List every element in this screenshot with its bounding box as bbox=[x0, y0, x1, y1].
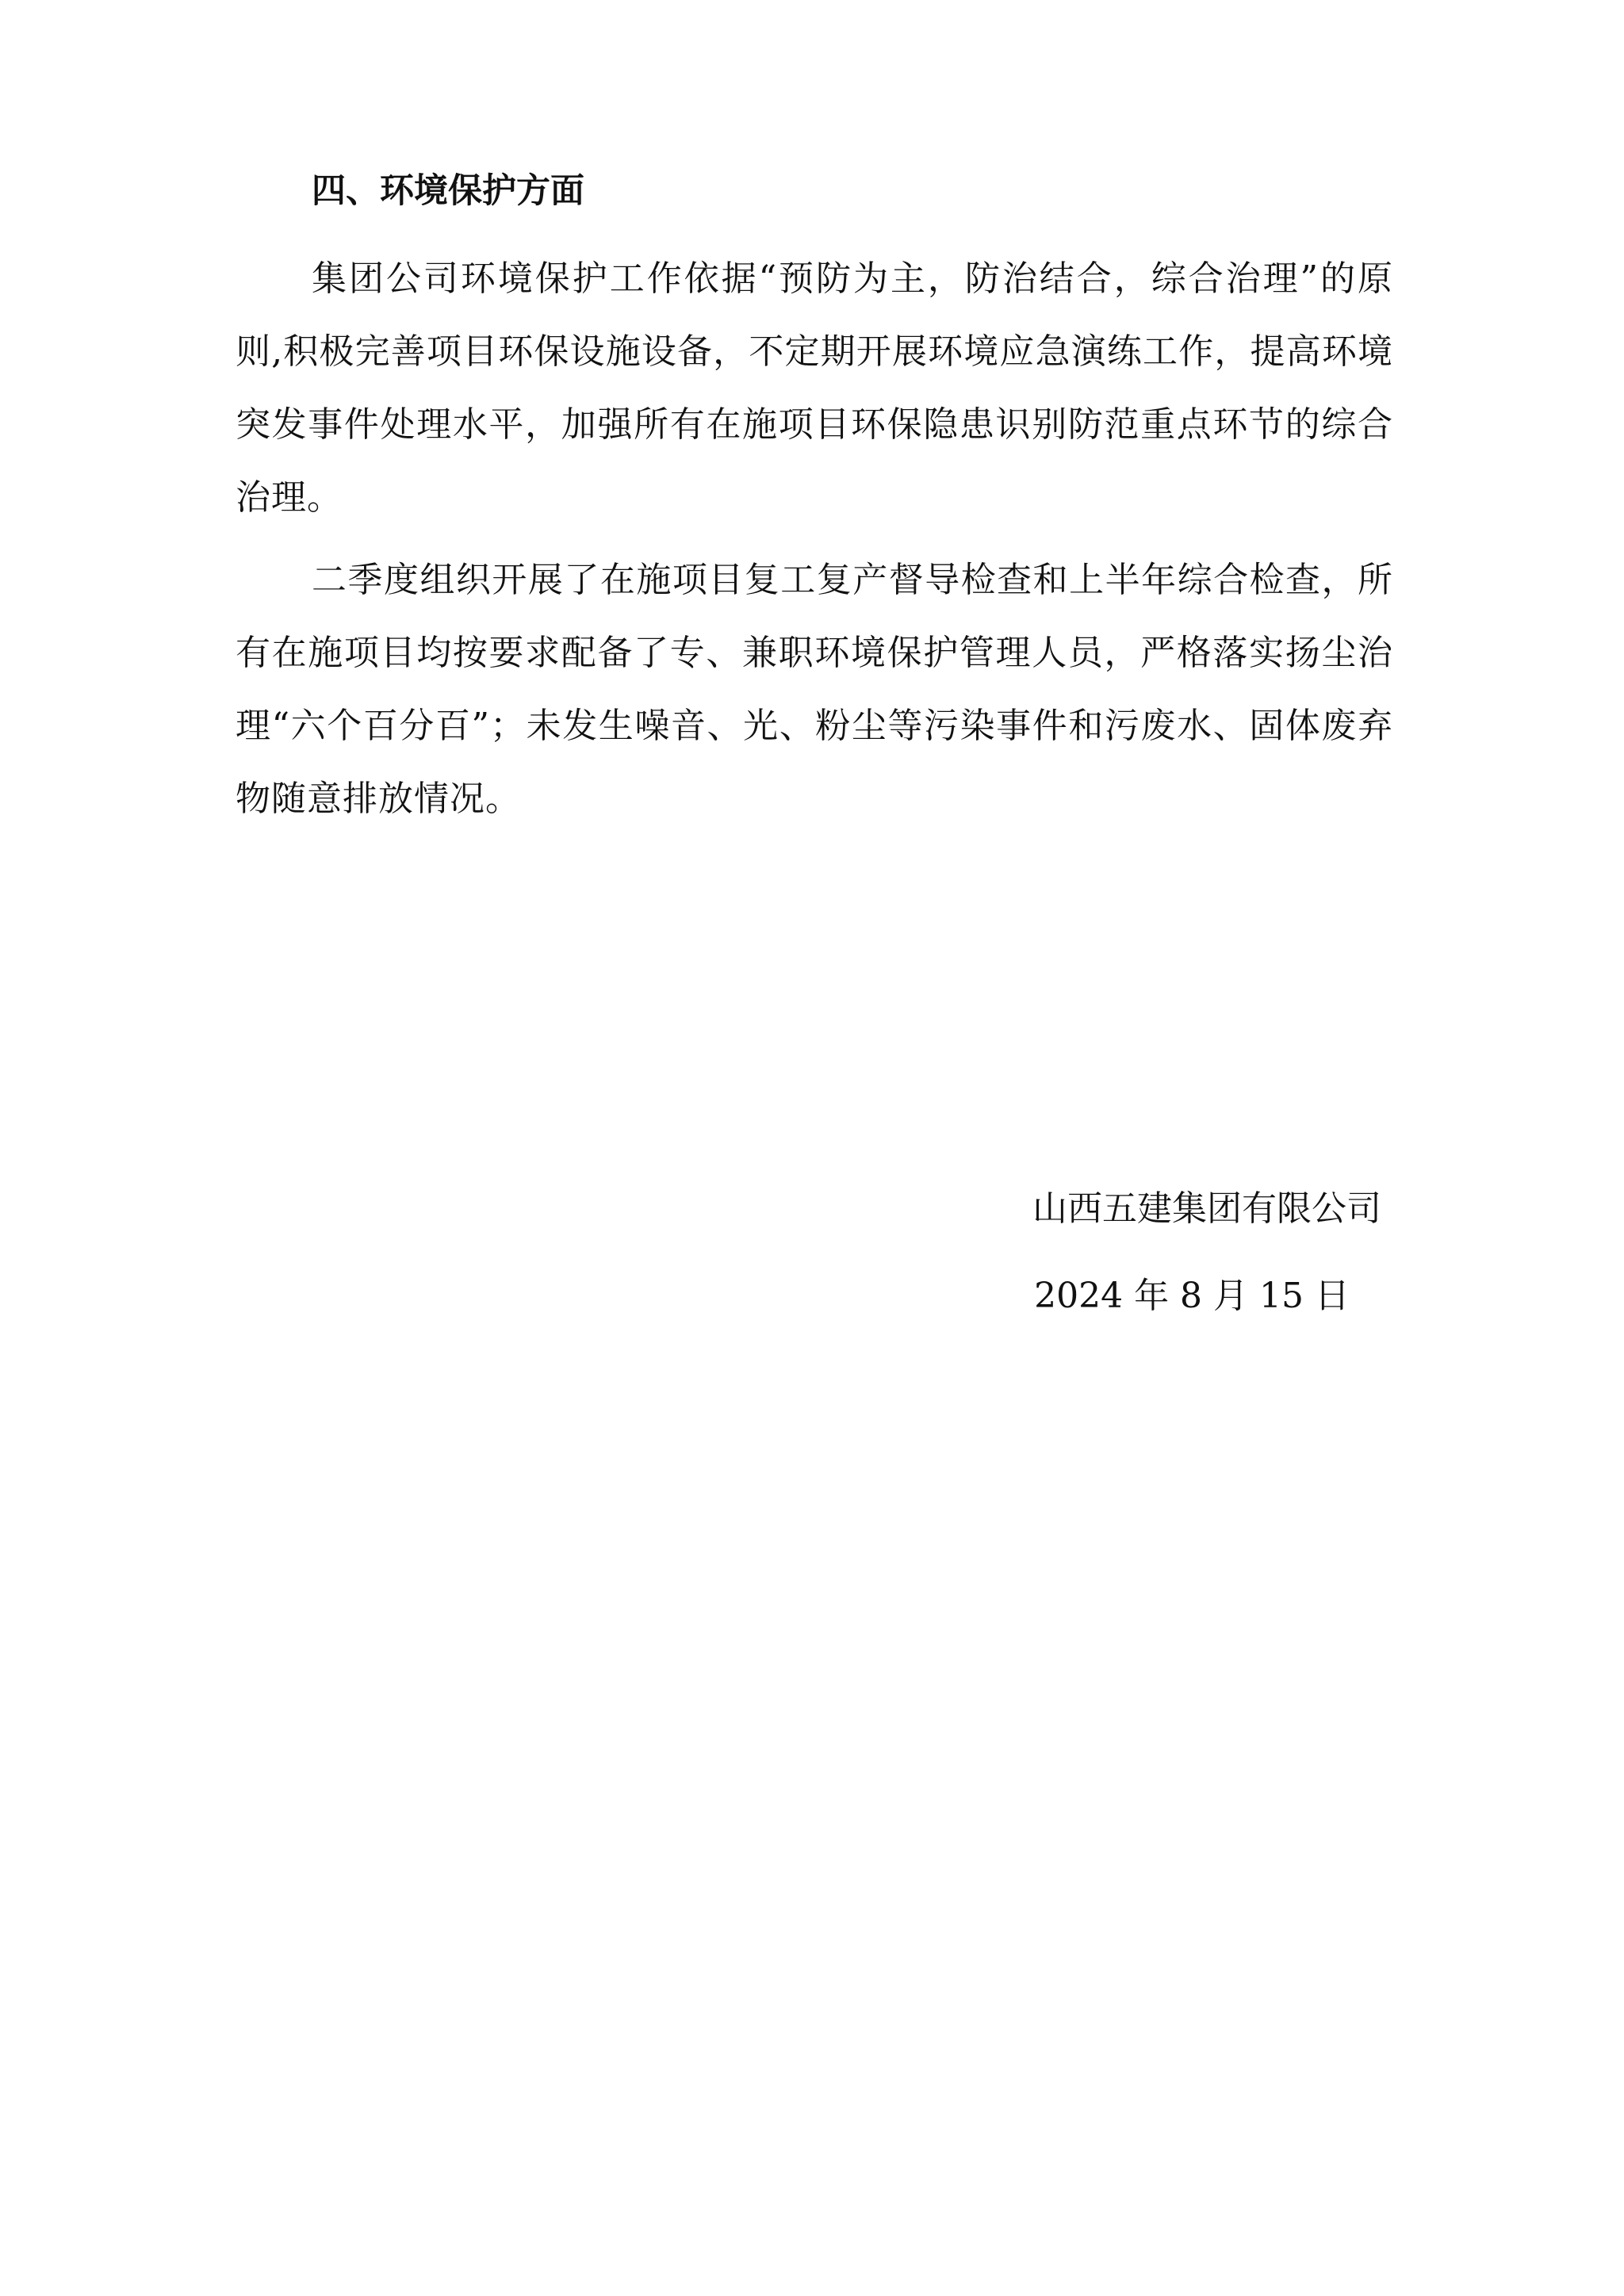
paragraph-environmental-policy: 集团公司环境保护工作依据“预防为主，防治结合，综合治理”的原则,积极完善项目环保设施设备，不定期开展环境应急演练工作，提高环境突发事件处理水平，加强所有在施项目环保隐患识别防范重点环节的综合治理。 bbox=[236, 258, 1393, 518]
paragraph-q2-inspection: 二季度组织开展了在施项目复工复产督导检查和上半年综合检查，所有在施项目均按要求配备了专、兼职环境保护管理人员，严格落实扬尘治理“六个百分百”；未发生噪音、光、粉尘等污染事件和污废水、固体废弃物随意排放情况。 bbox=[236, 560, 1393, 819]
signature-block bbox=[1032, 1186, 1381, 1319]
section-heading: 四、环境保护方面 bbox=[312, 171, 584, 211]
signature-company: 山西五建集团有限公司 bbox=[1032, 1188, 1381, 1229]
document-body bbox=[236, 168, 1393, 845]
signature-date: 2024 年 8 月 15 日 bbox=[1034, 1276, 1350, 1316]
